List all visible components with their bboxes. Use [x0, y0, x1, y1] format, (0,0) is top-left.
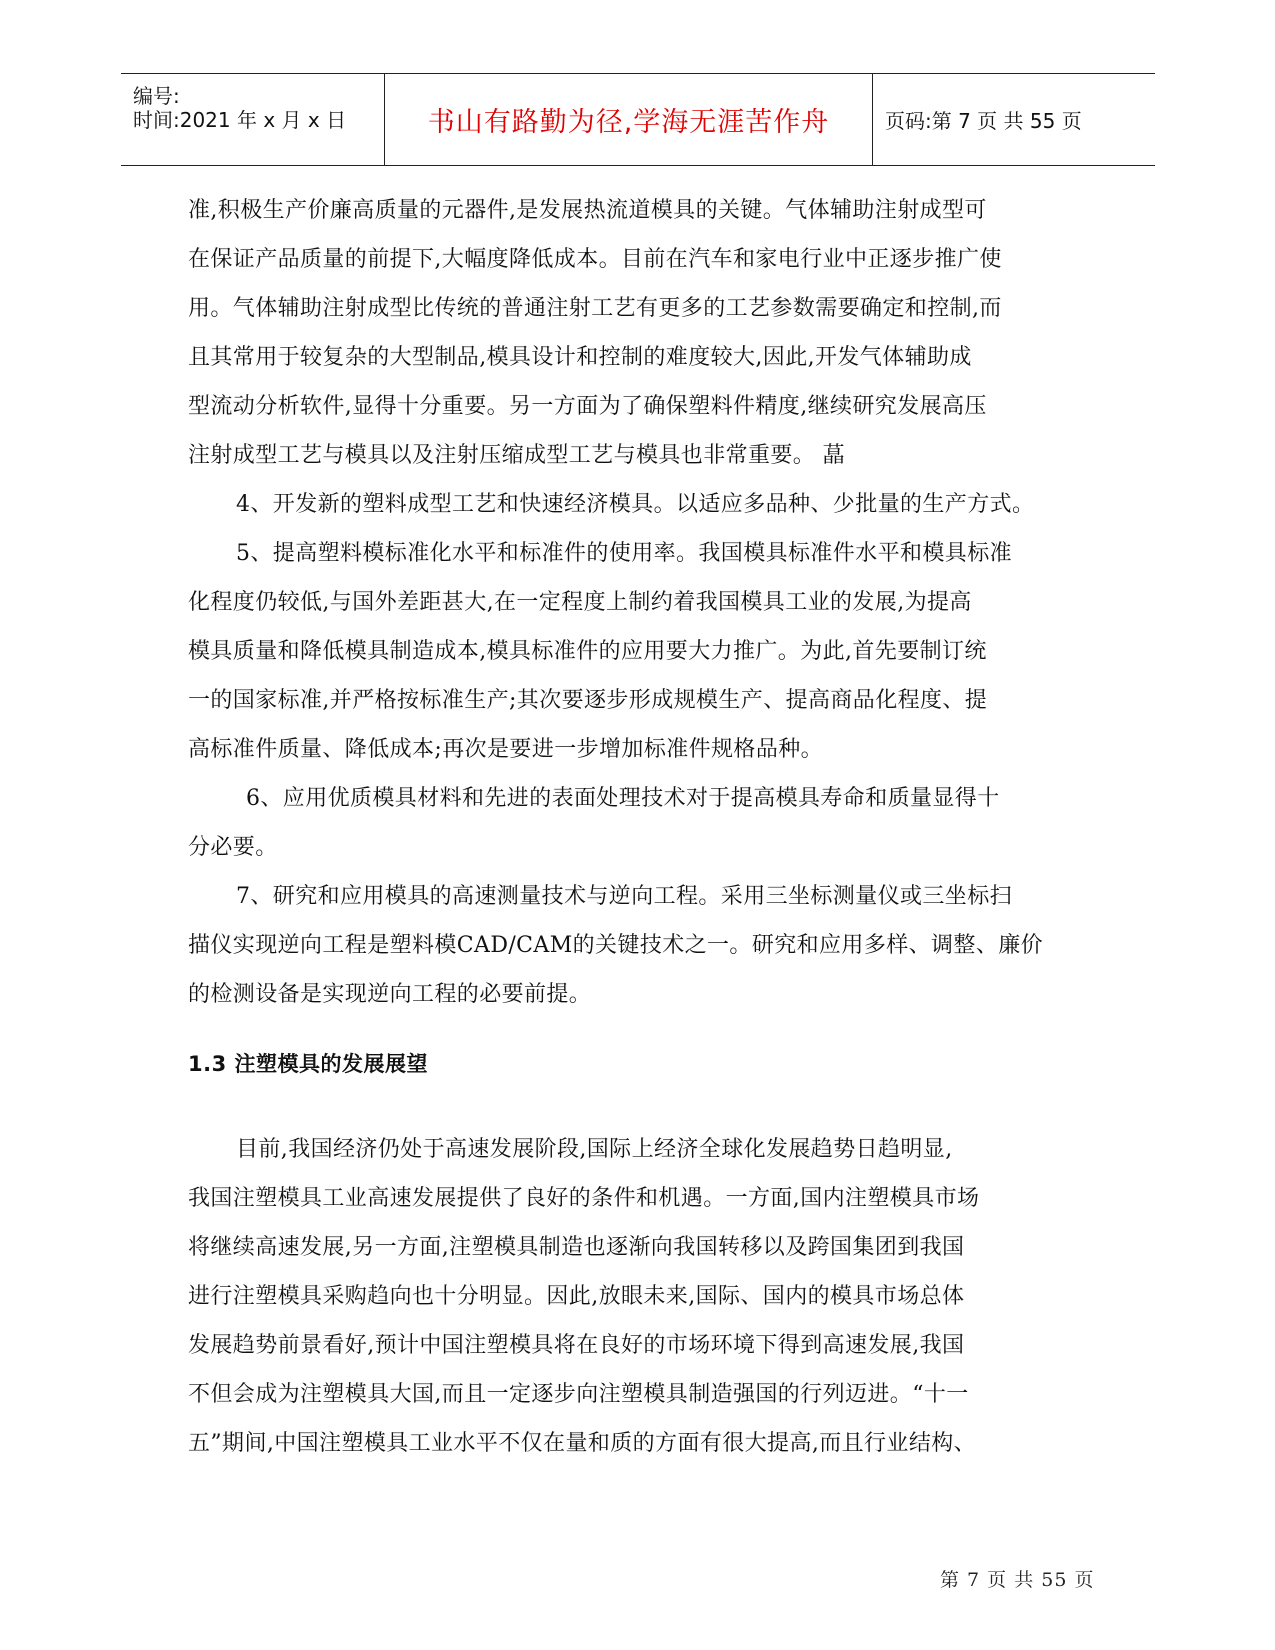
- text-line: 进行注塑模具采购趋向也十分明显。因此,放眼未来,国际、国内的模具市场总体: [188, 1284, 965, 1309]
- text-line: 在保证产品质量的前提下,大幅度降低成本。目前在汽车和家电行业中正逐步推广使: [188, 247, 1002, 272]
- paragraph-item-5: [188, 529, 1093, 774]
- header-page-info: 页码:第 7 页 共 55 页: [885, 109, 1082, 133]
- text-line: 6、应用优质模具材料和先进的表面处理技术对于提高模具寿命和质量显得十: [246, 786, 1000, 811]
- text-line: 化程度仍较低,与国外差距甚大,在一定程度上制约着我国模具工业的发展,为提高: [188, 590, 972, 615]
- text-line: 分必要。: [188, 835, 278, 860]
- paragraph-item-7: [188, 872, 1093, 1019]
- text-line: 准,积极生产价廉高质量的元器件,是发展热流道模具的关键。气体辅助注射成型可: [188, 198, 987, 223]
- paragraph-hot-runner-gas-assist: [188, 186, 1093, 480]
- text-line: 7、研究和应用模具的高速测量技术与逆向工程。采用三坐标测量仪或三坐标扫: [236, 884, 1012, 909]
- text-line: 目前,我国经济仍处于高速发展阶段,国际上经济全球化发展趋势日趋明显,: [236, 1137, 953, 1162]
- header-page-cell: [873, 74, 1155, 165]
- text-line: 的检测设备是实现逆向工程的必要前提。: [188, 982, 592, 1007]
- page-header: [121, 73, 1155, 166]
- text-line: 一的国家标准,并严格按标准生产;其次要逐步形成规模生产、提高商品化程度、提: [188, 688, 988, 713]
- spacer: [188, 1089, 1093, 1125]
- text-line: 模具质量和降低模具制造成本,模具标准件的应用要大力推广。为此,首先要制订统: [188, 639, 987, 664]
- paragraph-item-4: [188, 480, 1093, 529]
- text-line: 型流动分析软件,显得十分重要。另一方面为了确保塑料件精度,继续研究发展高压: [188, 394, 987, 419]
- text-line: 5、提高塑料模标准化水平和标准件的使用率。我国模具标准件水平和模具标准: [236, 541, 1012, 566]
- document-time-label: 时间:2021 年 x 月 x 日: [133, 108, 347, 132]
- text-line: 4、开发新的塑料成型工艺和快速经济模具。以适应多品种、少批量的生产方式。: [236, 492, 1035, 517]
- page-footer: 第 7 页 共 55 页: [940, 1569, 1095, 1591]
- text-line: 描仪实现逆向工程是塑料模CAD/CAM的关键技术之一。研究和应用多样、调整、廉价: [188, 933, 1044, 958]
- text-line: 不但会成为注塑模具大国,而且一定逐步向注塑模具制造强国的行列迈进。“十一: [188, 1382, 969, 1407]
- text-line: 用。气体辅助注射成型比传统的普通注射工艺有更多的工艺参数需要确定和控制,而: [188, 296, 1002, 321]
- text-line: 我国注塑模具工业高速发展提供了良好的条件和机遇。一方面,国内注塑模具市场: [188, 1186, 980, 1211]
- section-heading: 1.3 注塑模具的发展展望: [188, 1052, 429, 1076]
- header-meta-cell: [121, 74, 384, 165]
- text-line: 且其常用于较复杂的大型制品,模具设计和控制的难度较大,因此,开发气体辅助成: [188, 345, 972, 370]
- text-line: 五”期间,中国注塑模具工业水平不仅在量和质的方面有很大提高,而且行业结构、: [188, 1431, 977, 1456]
- text-line: 高标准件质量、降低成本;再次是要进一步增加标准件规格品种。: [188, 737, 824, 762]
- text-line: 将继续高速发展,另一方面,注塑模具制造也逐渐向我国转移以及跨国集团到我国: [188, 1235, 965, 1260]
- text-line: 发展趋势前景看好,预计中国注塑模具将在良好的市场环境下得到高速发展,我国: [188, 1333, 965, 1358]
- header-motto-cell: [384, 74, 873, 165]
- paragraph-development-outlook: [188, 1125, 1093, 1468]
- document-number-label: 编号:: [133, 84, 180, 108]
- header-motto: 书山有路勤为径,学海无涯苦作舟: [427, 107, 830, 138]
- document-body: [188, 186, 1093, 1468]
- paragraph-item-6: [188, 774, 1093, 872]
- text-line: 注射成型工艺与模具以及注射压缩成型工艺与模具也非常重要。 蕌: [188, 443, 845, 468]
